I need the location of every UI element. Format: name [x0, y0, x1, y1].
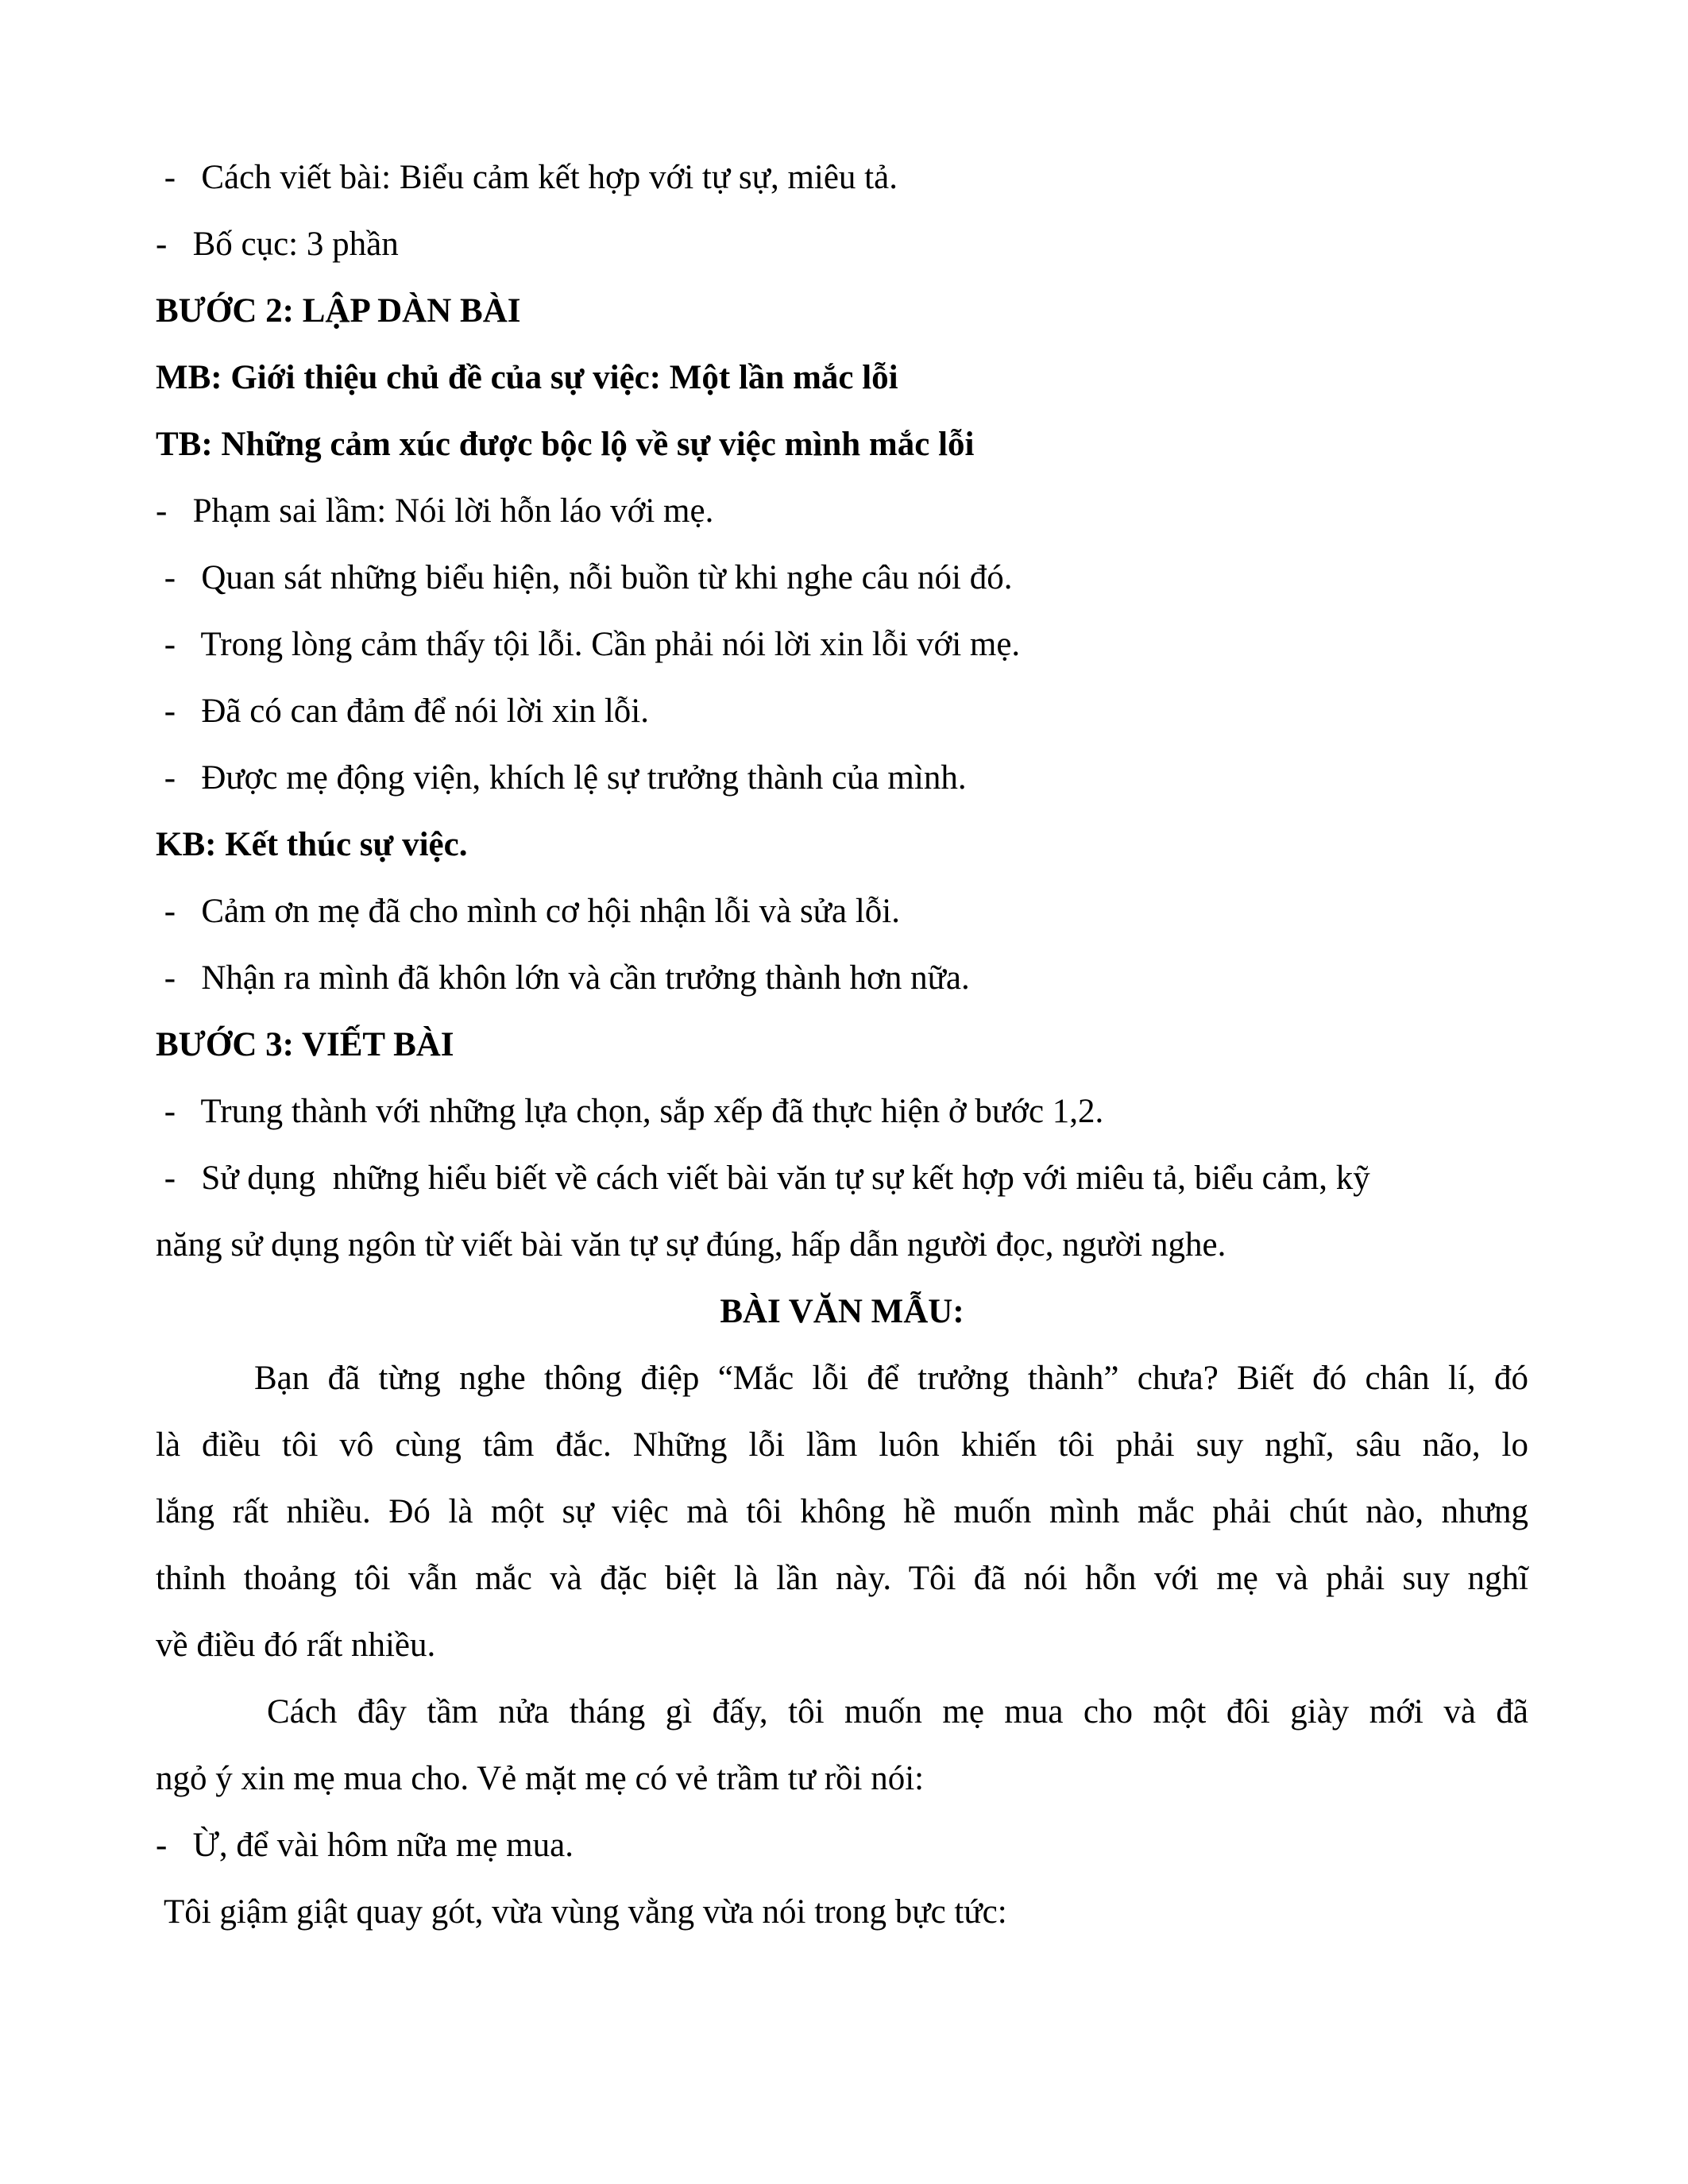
essay-para2-line1: Cách đây tầm nửa tháng gì đấy, tôi muốn mẹ mua cho một đôi giày mới và đã [267, 1693, 1528, 1731]
essay-para1-line1: Bạn đã từng nghe thông điệp “Mắc lỗi để trưởng thành” chưa? Biết đó chân lí, đó [254, 1360, 1528, 1397]
bullet-grown: - Nhận ra mình đã khôn lớn và cần trưởng thành hơn nữa. [156, 959, 970, 997]
bullet-writing-method: - Cách viết bài: Biểu cảm kết hợp với tự sự, miêu tả. [156, 159, 898, 196]
heading-intro: MB: Giới thiệu chủ đề của sự việc: Một lần mắc lỗi [156, 359, 898, 396]
bullet-layout: - Bố cục: 3 phần [156, 226, 399, 263]
bullet-thanks: - Cảm ơn mẹ đã cho mình cơ hội nhận lỗi và sửa lỗi. [156, 893, 900, 930]
essay-dialogue-mother: - Ừ, để vài hôm nữa mẹ mua. [156, 1827, 574, 1864]
essay-para3-line1: Tôi giậm giật quay gót, vừa vùng vằng vừa nói trong bực tức: [156, 1893, 1007, 1931]
bullet-courage: - Đã có can đảm để nói lời xin lỗi. [156, 693, 650, 730]
bullet-use-knowledge-cont: năng sử dụng ngôn từ viết bài văn tự sự đúng, hấp dẫn người đọc, người nghe. [156, 1226, 1226, 1264]
heading-sample-essay: BÀI VĂN MẪU: [720, 1293, 964, 1330]
heading-step-2: BƯỚC 2: LẬP DÀN BÀI [156, 292, 521, 330]
essay-para1-line5: về điều đó rất nhiều. [156, 1626, 436, 1664]
bullet-use-knowledge: - Sử dụng những hiểu biết về cách viết bài văn tự sự kết hợp với miêu tả, biểu cảm, kỹ [156, 1160, 1370, 1197]
bullet-observe: - Quan sát những biểu hiện, nỗi buồn từ khi nghe câu nói đó. [156, 559, 1013, 596]
essay-para1-line2: là điều tôi vô cùng tâm đắc. Những lỗi lầm luôn khiến tôi phải suy nghĩ, sâu não, lo [156, 1426, 1528, 1464]
bullet-faithful: - Trung thành với những lựa chọn, sắp xếp đã thực hiện ở bước 1,2. [156, 1093, 1104, 1130]
bullet-guilt: - Trong lòng cảm thấy tội lỗi. Cần phải nói lời xin lỗi với mẹ. [156, 626, 1021, 663]
heading-body: TB: Những cảm xúc được bộc lộ về sự việc mình mắc lỗi [156, 426, 975, 463]
essay-para1-line4: thỉnh thoảng tôi vẫn mắc và đặc biệt là lần này. Tôi đã nói hỗn với mẹ và phải suy nghĩ [156, 1560, 1528, 1597]
heading-conclusion: KB: Kết thúc sự việc. [156, 826, 468, 863]
essay-para2-line2: ngỏ ý xin mẹ mua cho. Vẻ mặt mẹ có vẻ trầm tư rồi nói: [156, 1760, 925, 1797]
essay-para1-line3: lắng rất nhiều. Đó là một sự việc mà tôi không hề muốn mình mắc phải chút nào, nhưng [156, 1493, 1528, 1530]
bullet-encouraged: - Được mẹ động viện, khích lệ sự trưởng thành của mình. [156, 759, 967, 797]
heading-step-3: BƯỚC 3: VIẾT BÀI [156, 1026, 454, 1063]
bullet-mistake: - Phạm sai lầm: Nói lời hỗn láo với mẹ. [156, 492, 714, 530]
